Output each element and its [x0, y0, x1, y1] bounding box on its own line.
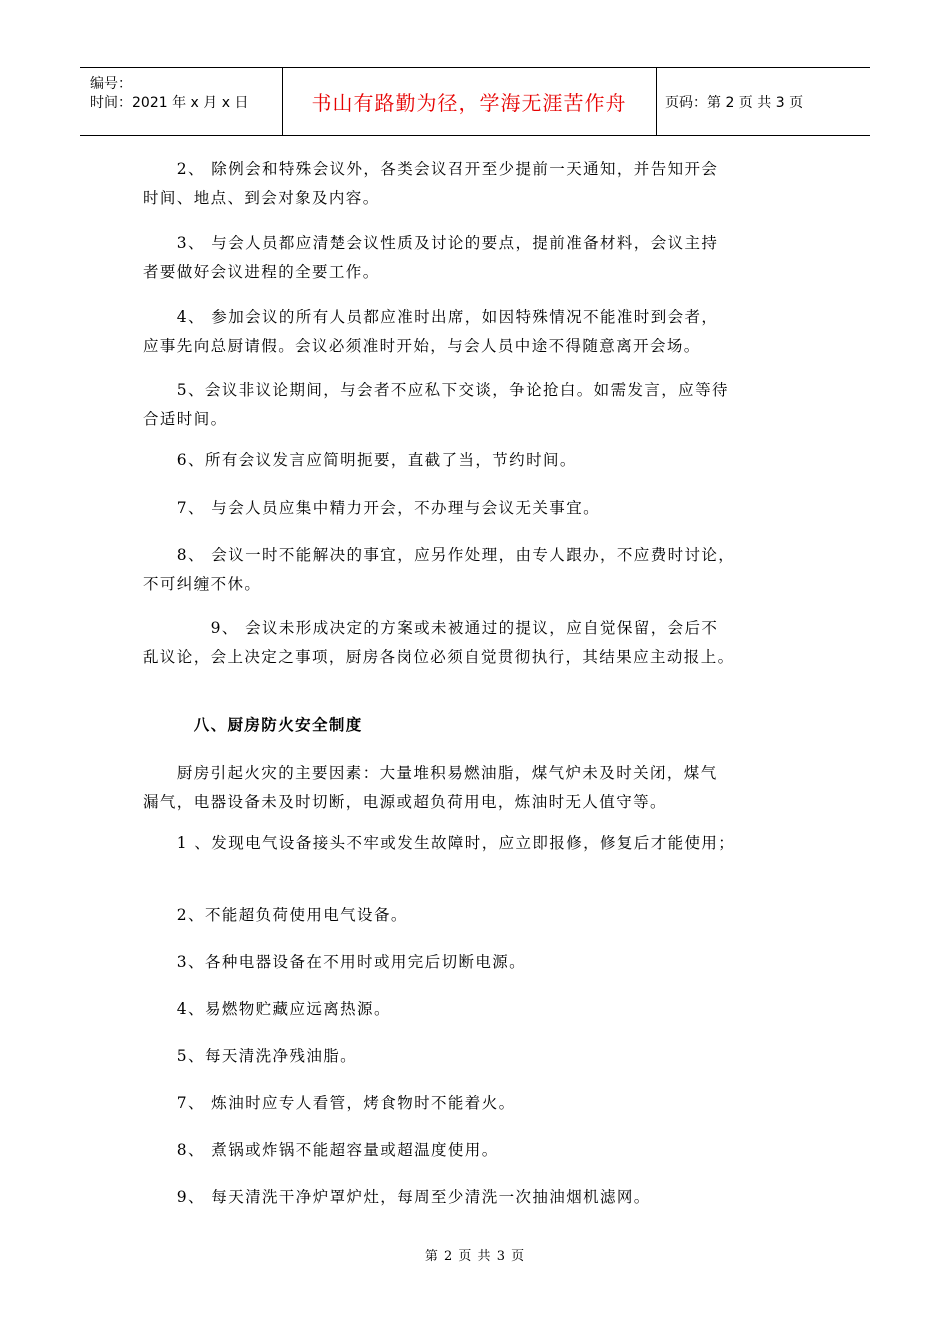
- text-line: 4、 参加会议的所有人员都应准时出席，如因特殊情况不能准时到会者，: [143, 308, 719, 326]
- paragraph-3: [143, 229, 809, 287]
- paragraph-7: 7、 与会人员应集中精力开会，不办理与会议无关事宜。: [143, 499, 600, 517]
- text-line: 3、 与会人员都应清楚会议性质及讨论的要点，提前准备材料，会议主持: [143, 234, 719, 252]
- motto: 书山有路勤为径，学海无涯苦作舟: [282, 68, 657, 135]
- text-line: 应事先向总厨请假。会议必须准时开始，与会人员中途不得随意离开会场。: [143, 337, 701, 355]
- text-line: 时间、地点、到会对象及内容。: [143, 189, 380, 207]
- time-label: 时间：2021 年 x 月 x 日: [90, 95, 249, 111]
- paragraph-5: [143, 376, 809, 434]
- text-line: 8、 会议一时不能解决的事宜，应另作处理，由专人跟办，不应费时讨论，: [143, 546, 736, 564]
- rule-1: 1 、发现电气设备接头不牢或发生故障时，应立即报修，修复后才能使用；: [143, 834, 736, 852]
- text-line: 乱议论，会上决定之事项，厨房各岗位必须自觉贯彻执行，其结果应主动报上。: [143, 648, 735, 666]
- text-line: 不可纠缠不休。: [143, 575, 262, 593]
- intro-paragraph: [143, 759, 809, 817]
- paragraph-2: [143, 155, 809, 213]
- rule-2: 2、不能超负荷使用电气设备。: [143, 906, 408, 924]
- text-line: 厨房引起火灾的主要因素：大量堆积易燃油脂，煤气炉未及时关闭，煤气: [143, 764, 718, 782]
- rule-7: 7、 炼油时应专人看管，烤食物时不能着火。: [143, 1094, 516, 1112]
- text-line: 2、 除例会和特殊会议外，各类会议召开至少提前一天通知，并告知开会: [143, 160, 719, 178]
- header-meta: [80, 68, 283, 135]
- page-info: 页码：第 2 页 共 3 页: [665, 94, 804, 111]
- document-header: [80, 67, 870, 136]
- text-line: 漏气，电器设备未及时切断，电源或超负荷用电，炼油时无人值守等。: [143, 793, 667, 811]
- rule-9: 9、 每天清洗干净炉罩炉灶，每周至少清洗一次抽油烟机滤网。: [143, 1188, 651, 1206]
- text-line: 者要做好会议进程的全要工作。: [143, 263, 380, 281]
- number-label: 编号：: [90, 76, 132, 92]
- rule-5: 5、每天清洗净残油脂。: [143, 1047, 358, 1065]
- page-footer: 第 2 页 共 3 页: [424, 1249, 526, 1264]
- text-line: 5、会议非议论期间，与会者不应私下交谈，争论抢白。如需发言，应等待: [143, 381, 729, 399]
- rule-4: 4、易燃物贮藏应远离热源。: [143, 1000, 391, 1018]
- paragraph-4: [143, 303, 809, 361]
- text-line: 合适时间。: [143, 410, 228, 428]
- paragraph-8: [143, 541, 809, 599]
- rule-3: 3、各种电器设备在不用时或用完后切断电源。: [143, 953, 527, 971]
- rule-8: 8、 煮锅或炸锅不能超容量或超温度使用。: [143, 1141, 499, 1159]
- paragraph-6: 6、所有会议发言应简明扼要，直截了当，节约时间。: [143, 451, 577, 469]
- text-line: 9、 会议未形成决定的方案或未被通过的提议，应自觉保留，会后不: [143, 619, 719, 637]
- section-heading: 八、厨房防火安全制度: [143, 715, 363, 734]
- paragraph-9: [143, 614, 809, 672]
